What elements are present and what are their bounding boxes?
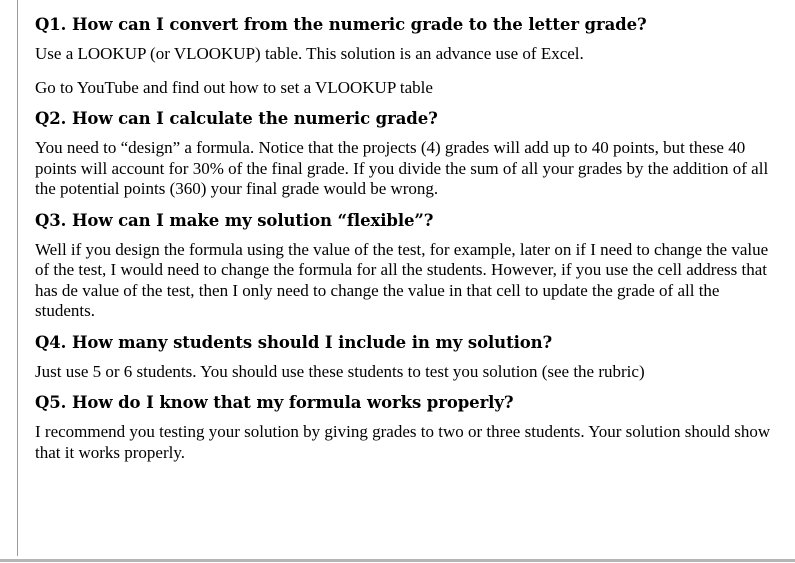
question-heading: Q3. How can I make my solution “flexible”?: [35, 210, 434, 230]
left-border-line: [17, 0, 18, 556]
question-heading: Q5. How do I know that my formula works properly?: [35, 393, 514, 412]
answer-paragraph: Use a LOOKUP (or VLOOKUP) table. This solution is an advance use of Excel.: [35, 44, 584, 63]
answer-paragraph: I recommend you testing your solution by giving grades to two or three students. Your solution should show that it works properly.: [35, 422, 771, 462]
answer-paragraph: Go to YouTube and find out how to set a VLOOKUP table: [35, 77, 433, 97]
bottom-border-line: [0, 559, 795, 562]
answer-paragraph: Well if you design the formula using the value of the test, for example, later on if I need to change the value of the test, I would need to change the formula for all the students. However, if you use the cell address that has de value of the test, then I only need to change the value in that cell to update the grade of all the students.: [35, 239, 769, 320]
faq-item-q1: [35, 14, 775, 98]
faq-content: [35, 14, 775, 473]
answer-paragraph: You need to “design” a formula. Notice that the projects (4) grades will add up to 40 points, but these 40 points will account for 30% of the final grade. If you divide the sum of all your grades by the addition of all the potential points (360) your final grade would be wrong.: [35, 138, 769, 198]
faq-item-q5: [35, 392, 775, 463]
faq-item-q3: [35, 210, 775, 322]
question-heading: Q4. How many students should I include in my solution?: [35, 332, 553, 352]
question-heading: Q2. How can I calculate the numeric grade?: [35, 109, 438, 128]
question-heading: Q1. How can I convert from the numeric grade to the letter grade?: [35, 15, 647, 34]
faq-item-q2: [35, 108, 775, 200]
answer-paragraph: Just use 5 or 6 students. You should use these students to test you solution (see the rubric): [35, 361, 645, 381]
faq-item-q4: [35, 332, 775, 383]
